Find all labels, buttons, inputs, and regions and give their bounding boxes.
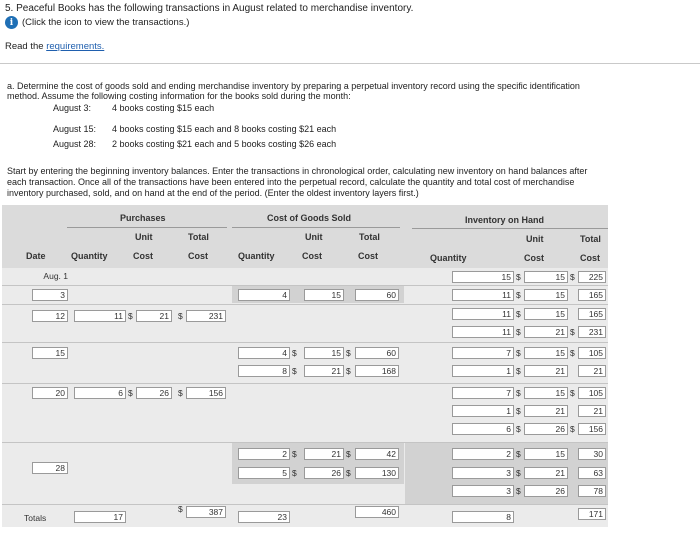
dollar-sign: $ [570,388,575,398]
inv-unit-28a[interactable]: 15 [524,448,568,460]
dollar-sign: $ [178,504,183,514]
purchase-total-12[interactable]: 231 [186,310,226,322]
inv-total-28c[interactable]: 78 [578,485,606,497]
inv-unit-15a[interactable]: 15 [524,347,568,359]
cogs-unit-15b[interactable]: 21 [304,365,344,377]
inv-total-aug1[interactable]: 225 [578,271,606,283]
purchases-header: Purchases [120,213,166,223]
inv-total-12a[interactable]: 165 [578,308,606,320]
date-input-15[interactable]: 15 [32,347,68,359]
costing-date: August 3: [53,103,92,113]
cogs-qty-total[interactable]: 23 [238,511,290,523]
purchases-total-cost-header: Cost [188,251,208,261]
purchase-total-total[interactable]: 387 [186,506,226,518]
cogs-unit-15a[interactable]: 15 [304,347,344,359]
costing-date: August 28: [53,139,97,149]
perpetual-inventory-table [2,205,608,527]
dollar-sign: $ [516,366,521,376]
dollar-sign: $ [516,348,521,358]
row-separator [2,342,608,343]
info-icon[interactable]: i [5,16,18,29]
cogs-total-cost-header: Cost [358,251,378,261]
dollar-sign: $ [516,327,521,337]
purchases-quantity-header: Quantity [71,251,108,261]
purchase-qty-20[interactable]: 6 [74,387,126,399]
cogs-unit-3[interactable]: 15 [304,289,344,301]
read-requirements-line [5,42,104,53]
dollar-sign: $ [128,311,133,321]
instruction-line-2: method. Assume the following costing information for the books sold during the month: [7,91,351,101]
dollar-sign: $ [516,309,521,319]
inv-unit-12a[interactable]: 15 [524,308,568,320]
dollar-sign: $ [570,327,575,337]
inv-qty-12a[interactable]: 11 [452,308,514,320]
inventory-total-header: Total [580,234,601,244]
inventory-unit-cost-header: Cost [524,253,544,263]
cogs-unit-28a[interactable]: 21 [304,448,344,460]
dollar-sign: $ [346,468,351,478]
inv-qty-28a[interactable]: 2 [452,448,514,460]
costing-text: 2 books costing $21 each and 5 books costing $26 each [112,139,337,149]
dollar-sign: $ [292,468,297,478]
dollar-sign: $ [516,424,521,434]
dollar-sign: $ [516,468,521,478]
inv-unit-20b[interactable]: 21 [524,405,568,417]
row-separator [2,383,608,384]
inv-qty-20a[interactable]: 7 [452,387,514,399]
purchase-total-20[interactable]: 156 [186,387,226,399]
info-text: (Click the icon to view the transactions.) [22,17,190,28]
inv-unit-12b[interactable]: 21 [524,326,568,338]
date-aug1: Aug. 1 [43,271,68,281]
purchase-qty-total[interactable]: 17 [74,511,126,523]
cogs-unit-cost-header: Cost [302,251,322,261]
row-separator [2,442,608,443]
inv-unit-aug1[interactable]: 15 [524,271,568,283]
row-separator [2,285,608,286]
inv-total-28a[interactable]: 30 [578,448,606,460]
inv-unit-20a[interactable]: 15 [524,387,568,399]
costing-row-3 [0,139,336,149]
costing-date: August 15: [53,124,97,134]
dollar-sign: $ [178,311,183,321]
cogs-total-header: Total [359,232,380,242]
inv-qty-3[interactable]: 11 [452,289,514,301]
cogs-unit-28b[interactable]: 26 [304,467,344,479]
inv-total-20c[interactable]: 156 [578,423,606,435]
divider [0,63,700,64]
inv-total-total[interactable]: 171 [578,508,606,520]
inv-qty-12b[interactable]: 11 [452,326,514,338]
cogs-qty-15b[interactable]: 8 [238,365,290,377]
inv-unit-28c[interactable]: 26 [524,485,568,497]
costing-text: 4 books costing $15 each [112,103,215,113]
cogs-qty-3[interactable]: 4 [238,289,290,301]
dollar-sign: $ [570,272,575,282]
inv-total-15b[interactable]: 21 [578,365,606,377]
cogs-underline [232,227,400,228]
question-title: 5. Peaceful Books has the following transactions in August related to merchandise inventory. [5,3,414,14]
instruction-line-1: a. Determine the cost of goods sold and ending merchandise inventory by preparing a perpetual inventory record using the specific identification [7,81,580,91]
dollar-sign: $ [346,366,351,376]
inv-qty-15b[interactable]: 1 [452,365,514,377]
dollar-sign: $ [292,366,297,376]
start-line-2: each transaction. Once all of the transactions have been entered into the perpetual record, calculate the quantity and total cost of merchandise [7,177,575,187]
inv-unit-20c[interactable]: 26 [524,423,568,435]
costing-row-2 [0,124,336,134]
date-header: Date [26,251,46,261]
date-input-20[interactable]: 20 [32,387,68,399]
cogs-total-28a[interactable]: 42 [355,448,399,460]
inv-qty-20b[interactable]: 1 [452,405,514,417]
purchases-underline [67,227,227,228]
date-input-28[interactable]: 28 [32,462,68,474]
start-line-1: Start by entering the beginning inventory balances. Enter the transactions in chronological order, calculating new inventory on hand balances after [7,166,588,176]
inv-total-3[interactable]: 165 [578,289,606,301]
inv-unit-28b[interactable]: 21 [524,467,568,479]
inventory-quantity-header: Quantity [430,253,467,263]
cogs-qty-28a[interactable]: 2 [238,448,290,460]
dollar-sign: $ [346,449,351,459]
dollar-sign: $ [570,424,575,434]
row-separator [2,504,608,505]
cogs-header: Cost of Goods Sold [267,213,351,223]
cogs-unit-header: Unit [305,232,323,242]
cogs-total-15a[interactable]: 60 [355,347,399,359]
cogs-total-28b[interactable]: 130 [355,467,399,479]
dollar-sign: $ [346,348,351,358]
dollar-sign: $ [516,290,521,300]
row-separator [2,304,608,305]
info-row [5,16,189,29]
inv-qty-total[interactable]: 8 [452,511,514,523]
table-body [2,268,608,527]
inv-total-20b[interactable]: 21 [578,405,606,417]
inv-total-20a[interactable]: 105 [578,387,606,399]
inv-qty-28c[interactable]: 3 [452,485,514,497]
dollar-sign: $ [516,388,521,398]
dollar-sign: $ [178,388,183,398]
dollar-sign: $ [516,486,521,496]
inv-unit-15b[interactable]: 21 [524,365,568,377]
dollar-sign: $ [516,272,521,282]
cogs-quantity-header: Quantity [238,251,275,261]
costing-text: 4 books costing $15 each and 8 books costing $21 each [112,124,337,134]
purchase-qty-12[interactable]: 11 [74,310,126,322]
read-prefix: Read the [5,41,47,52]
inv-qty-aug1[interactable]: 15 [452,271,514,283]
inv-qty-28b[interactable]: 3 [452,467,514,479]
dollar-sign: $ [516,449,521,459]
cogs-total-total[interactable]: 460 [355,506,399,518]
purchases-total-header: Total [188,232,209,242]
date-input-12[interactable]: 12 [32,310,68,322]
inv-qty-15a[interactable]: 7 [452,347,514,359]
inventory-unit-header: Unit [526,234,544,244]
inv-total-15a[interactable]: 105 [578,347,606,359]
purchase-unit-12[interactable]: 21 [136,310,172,322]
dollar-sign: $ [292,348,297,358]
requirements-link[interactable]: requirements. [46,41,105,52]
inv-qty-20c[interactable]: 6 [452,423,514,435]
cogs-total-3[interactable]: 60 [355,289,399,301]
inv-total-28b[interactable]: 63 [578,467,606,479]
inv-total-12b[interactable]: 231 [578,326,606,338]
inventory-header: Inventory on Hand [465,215,545,225]
dollar-sign: $ [128,388,133,398]
purchase-unit-20[interactable]: 26 [136,387,172,399]
cogs-total-15b[interactable]: 168 [355,365,399,377]
purchases-unit-header: Unit [135,232,153,242]
costing-row-1 [0,103,214,113]
inventory-total-cost-header: Cost [580,253,600,263]
totals-label: Totals [24,513,47,523]
date-input-3[interactable]: 3 [32,289,68,301]
start-line-3: inventory purchased, sold, and on hand at the end of the period. (Enter the oldest inventory layers first.) [7,188,419,198]
inventory-underline [412,228,608,229]
purchases-unit-cost-header: Cost [133,251,153,261]
cogs-qty-15a[interactable]: 4 [238,347,290,359]
dollar-sign: $ [516,406,521,416]
cogs-qty-28b[interactable]: 5 [238,467,290,479]
dollar-sign: $ [292,449,297,459]
inv-unit-3[interactable]: 15 [524,289,568,301]
dollar-sign: $ [570,348,575,358]
